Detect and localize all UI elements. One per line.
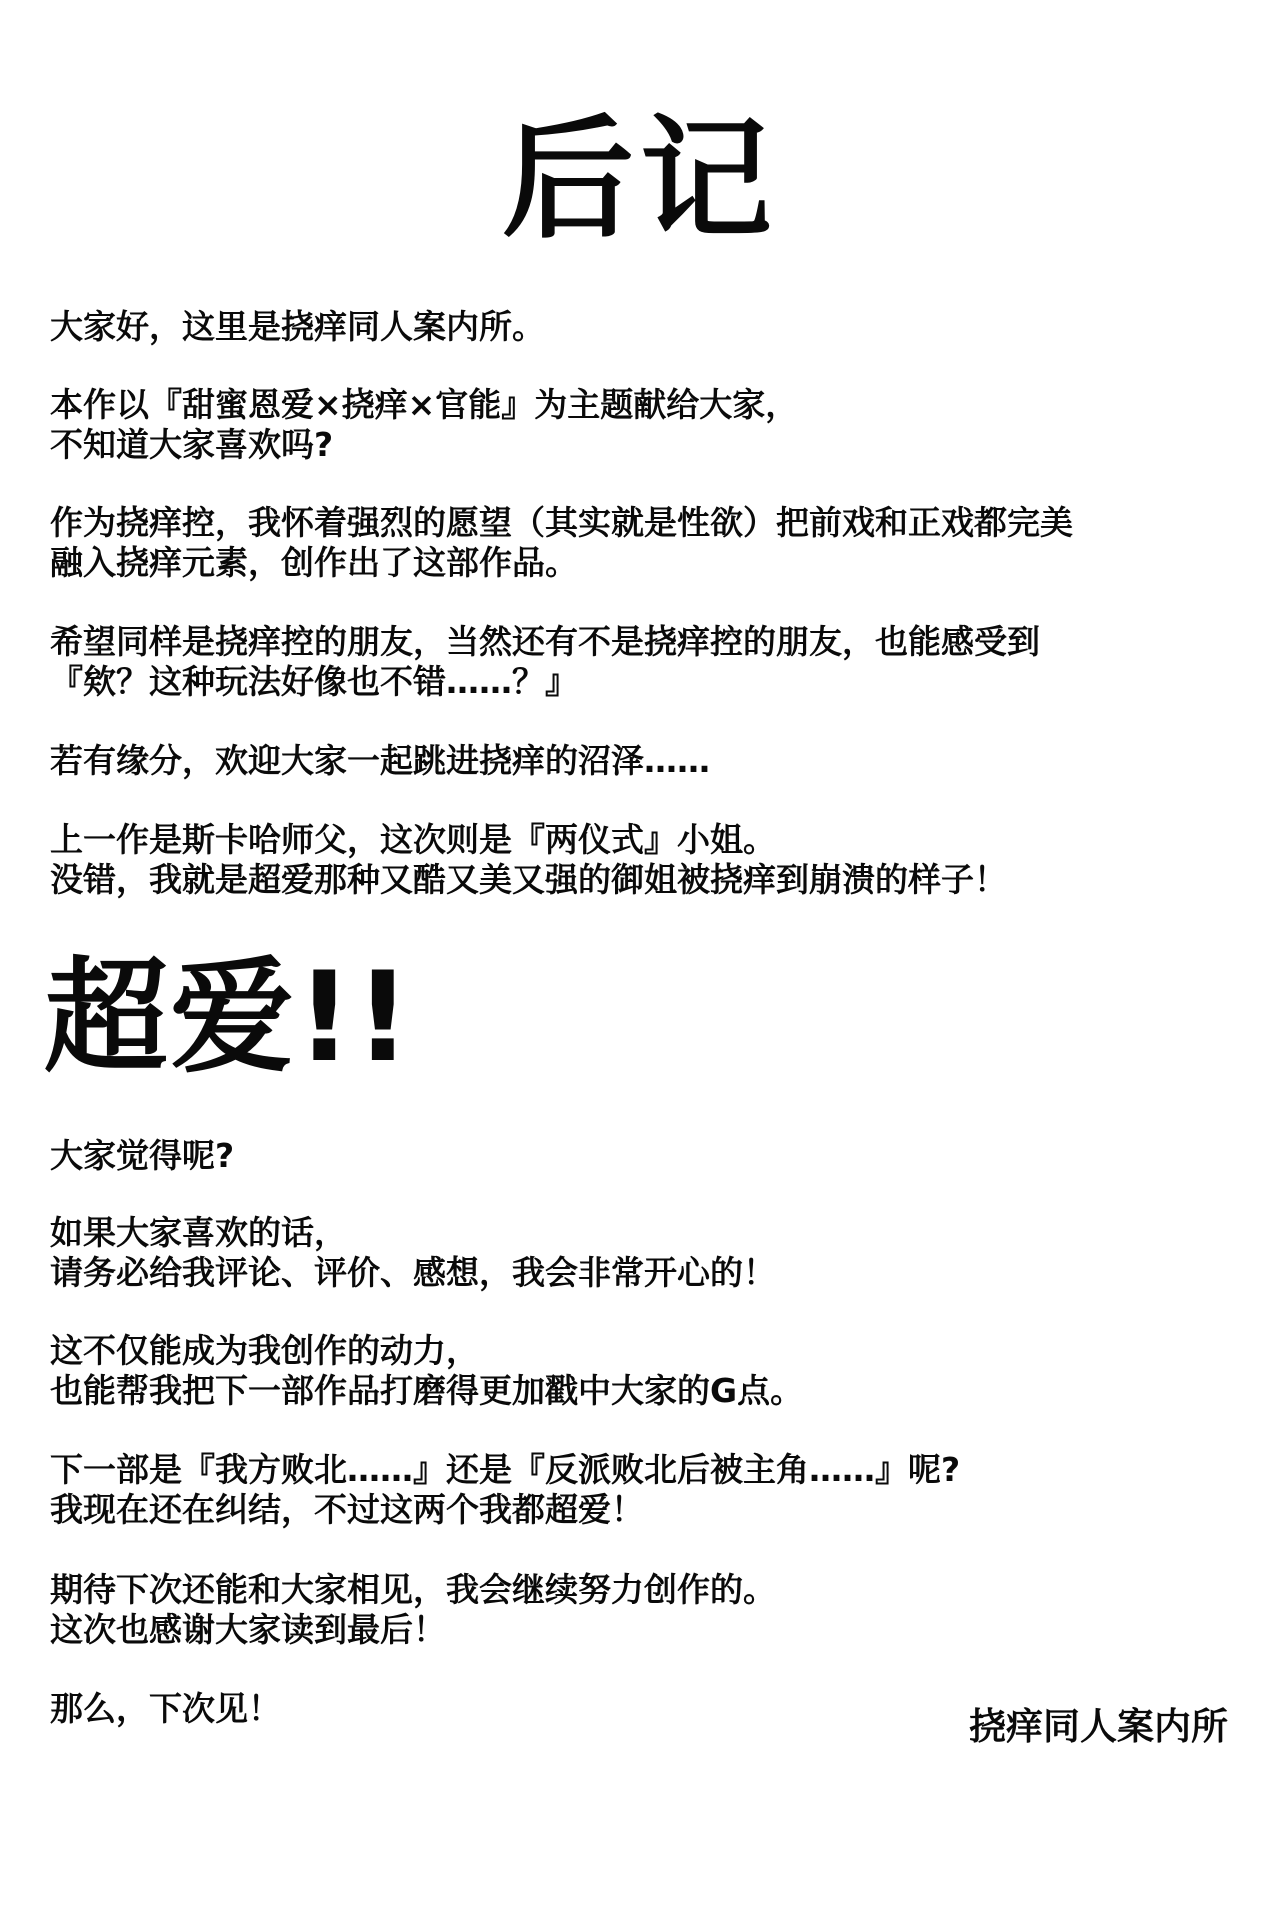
page-title: 后记 — [502, 103, 778, 257]
paragraph-line: 『欸？这种玩法好像也不错……？』 — [50, 662, 578, 701]
paragraph-line: 本作以『甜蜜恩爱×挠痒×官能』为主题献给大家， — [50, 385, 799, 424]
paragraph-line: 期待下次还能和大家相见，我会继续努力创作的。 — [50, 1570, 776, 1609]
paragraph-line: 融入挠痒元素，创作出了这部作品。 — [50, 543, 578, 582]
paragraph-line: 希望同样是挠痒控的朋友，当然还有不是挠痒控的朋友，也能感受到 — [50, 622, 1040, 661]
author-signature: 挠痒同人案内所 — [969, 1705, 1228, 1748]
paragraph-motivation-2 — [50, 1331, 1250, 1411]
paragraph-next-work — [50, 1450, 1250, 1530]
paragraph-line: 我现在还在纠结，不过这两个我都超爱！ — [50, 1490, 644, 1529]
paragraph-line: 作为挠痒控，我怀着强烈的愿望（其实就是性欲）把前戏和正戏都完美 — [50, 503, 1073, 542]
paragraph-greeting — [50, 307, 1250, 347]
paragraph-feedback — [50, 1213, 1250, 1293]
paragraph-line: 这不仅能成为我创作的动力， — [50, 1331, 479, 1370]
paragraph-line: 如果大家喜欢的话， — [50, 1213, 347, 1252]
paragraph-line: 不知道大家喜欢吗? — [50, 425, 334, 464]
paragraph-line: 上一作是斯卡哈师父，这次则是『两仪式』小姐。 — [50, 820, 776, 859]
paragraph-motivation — [50, 503, 1250, 583]
paragraph-line: 请务必给我评论、评价、感想，我会非常开心的！ — [50, 1253, 776, 1292]
paragraph-line: 那么，下次见！ — [50, 1689, 281, 1728]
paragraph-theme — [50, 385, 1250, 465]
paragraph-line: 这次也感谢大家读到最后！ — [50, 1610, 446, 1649]
paragraph-line: 下一部是『我方败北……』还是『反派败北后被主角……』呢? — [50, 1450, 961, 1489]
paragraph-line: 没错，我就是超爱那种又酷又美又强的御姐被挠痒到崩溃的样子！ — [50, 860, 1007, 899]
paragraph-thanks — [50, 1570, 1250, 1650]
paragraph-previous-work — [50, 820, 1250, 900]
paragraph-invite — [50, 741, 1250, 781]
paragraph-question — [50, 1136, 1250, 1176]
paragraph-line: 也能帮我把下一部作品打磨得更加戳中大家的G点。 — [50, 1371, 804, 1410]
paragraph-line: 大家觉得呢? — [50, 1136, 235, 1175]
paragraph-line: 若有缘分，欢迎大家一起跳进挠痒的沼泽…… — [50, 741, 710, 780]
paragraph-hope — [50, 622, 1250, 702]
emphasis-heading: 超爱!! — [44, 946, 414, 1090]
paragraph-line: 大家好，这里是挠痒同人案内所。 — [50, 307, 545, 346]
